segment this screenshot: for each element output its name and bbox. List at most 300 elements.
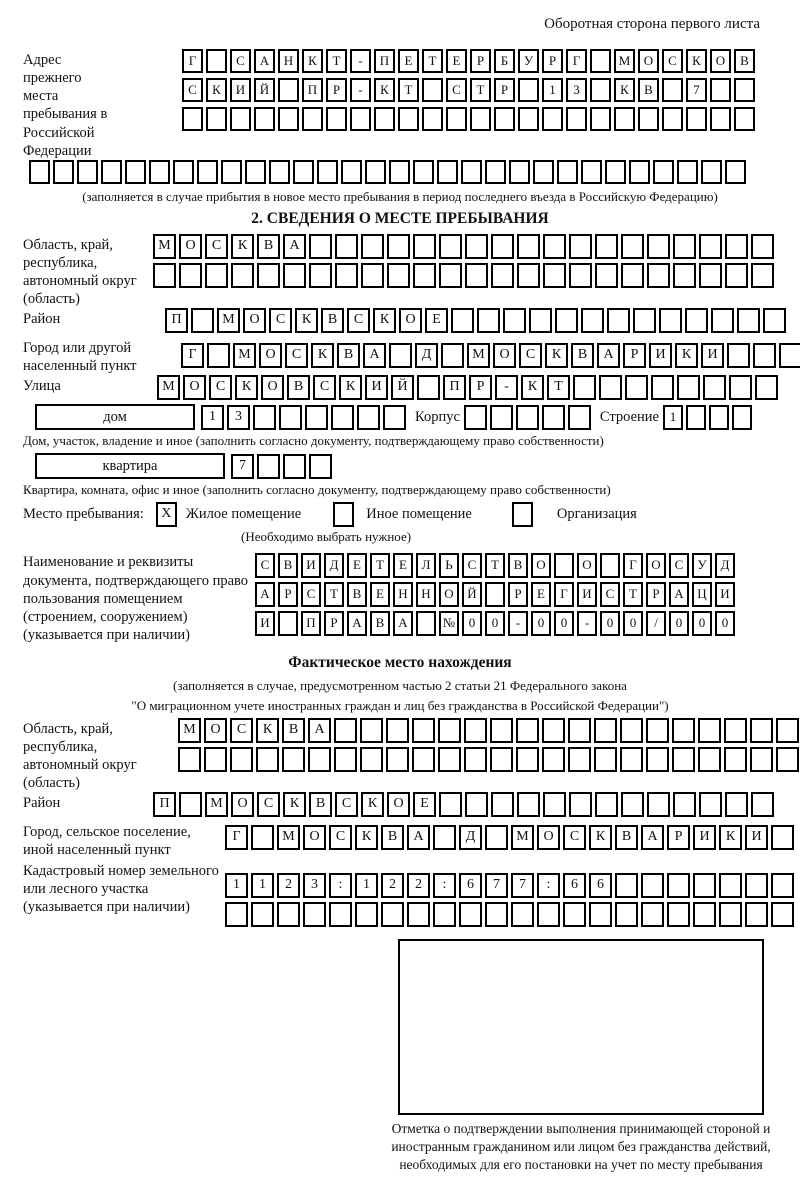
char-cell[interactable] xyxy=(771,902,794,927)
char-cell[interactable]: В xyxy=(287,375,310,400)
char-cell[interactable] xyxy=(629,160,650,184)
char-cell[interactable]: - xyxy=(350,49,371,73)
char-cell[interactable] xyxy=(303,902,326,927)
char-cell[interactable]: К xyxy=(719,825,742,850)
char-cell[interactable]: : xyxy=(433,873,456,898)
char-cell[interactable] xyxy=(745,902,768,927)
char-cell[interactable]: О xyxy=(399,308,422,333)
char-cell[interactable] xyxy=(381,902,404,927)
char-cell[interactable]: Р xyxy=(278,582,298,607)
char-cell[interactable] xyxy=(251,902,274,927)
char-cell[interactable] xyxy=(753,343,776,368)
char-cell[interactable] xyxy=(503,308,526,333)
char-cell[interactable] xyxy=(542,405,565,430)
char-cell[interactable] xyxy=(485,825,508,850)
char-cell[interactable]: И xyxy=(365,375,388,400)
char-cell[interactable] xyxy=(755,375,778,400)
char-cell[interactable]: С xyxy=(519,343,542,368)
char-cell[interactable] xyxy=(207,343,230,368)
char-cell[interactable] xyxy=(517,792,540,817)
char-cell[interactable] xyxy=(464,747,487,772)
char-cell[interactable]: П xyxy=(153,792,176,817)
char-cell[interactable]: - xyxy=(508,611,528,636)
char-cell[interactable]: Р xyxy=(469,375,492,400)
char-cell[interactable]: 2 xyxy=(407,873,430,898)
char-cell[interactable] xyxy=(517,234,540,259)
char-cell[interactable]: Н xyxy=(416,582,436,607)
char-cell[interactable]: Ь xyxy=(439,553,459,578)
char-cell[interactable] xyxy=(334,718,357,743)
char-cell[interactable] xyxy=(542,747,565,772)
char-cell[interactable] xyxy=(620,747,643,772)
char-cell[interactable]: / xyxy=(646,611,666,636)
char-cell[interactable] xyxy=(732,405,752,430)
char-cell[interactable]: В xyxy=(309,792,332,817)
char-cell[interactable] xyxy=(433,825,456,850)
char-cell[interactable] xyxy=(703,375,726,400)
char-cell[interactable]: И xyxy=(577,582,597,607)
char-cell[interactable]: К xyxy=(675,343,698,368)
char-cell[interactable]: - xyxy=(495,375,518,400)
char-cell[interactable] xyxy=(283,263,306,288)
char-cell[interactable] xyxy=(179,792,202,817)
char-cell[interactable] xyxy=(446,107,467,131)
char-cell[interactable] xyxy=(672,747,695,772)
char-cell[interactable] xyxy=(438,747,461,772)
char-cell[interactable] xyxy=(282,747,305,772)
char-cell[interactable] xyxy=(412,718,435,743)
char-cell[interactable] xyxy=(269,160,290,184)
char-cell[interactable]: Р xyxy=(542,49,563,73)
char-cell[interactable]: К xyxy=(339,375,362,400)
char-cell[interactable] xyxy=(153,263,176,288)
char-cell[interactable] xyxy=(374,107,395,131)
char-cell[interactable]: И xyxy=(649,343,672,368)
char-cell[interactable] xyxy=(595,263,618,288)
char-cell[interactable] xyxy=(433,902,456,927)
char-cell[interactable] xyxy=(581,308,604,333)
char-cell[interactable]: О xyxy=(259,343,282,368)
char-cell[interactable] xyxy=(257,454,280,479)
char-cell[interactable] xyxy=(386,718,409,743)
char-cell[interactable] xyxy=(771,873,794,898)
char-cell[interactable] xyxy=(485,902,508,927)
char-cell[interactable] xyxy=(464,718,487,743)
char-cell[interactable]: О xyxy=(231,792,254,817)
char-cell[interactable]: 3 xyxy=(566,78,587,102)
char-cell[interactable]: Р xyxy=(646,582,666,607)
char-cell[interactable]: Л xyxy=(416,553,436,578)
char-cell[interactable]: А xyxy=(407,825,430,850)
char-cell[interactable]: - xyxy=(350,78,371,102)
char-cell[interactable] xyxy=(125,160,146,184)
char-cell[interactable] xyxy=(711,308,734,333)
char-cell[interactable] xyxy=(568,405,591,430)
char-cell[interactable] xyxy=(387,234,410,259)
char-cell[interactable] xyxy=(600,553,620,578)
char-cell[interactable]: И xyxy=(301,553,321,578)
char-cell[interactable] xyxy=(485,582,505,607)
char-cell[interactable]: Г xyxy=(623,553,643,578)
char-cell[interactable]: 1 xyxy=(251,873,274,898)
char-cell[interactable] xyxy=(719,902,742,927)
char-cell[interactable] xyxy=(719,873,742,898)
char-cell[interactable] xyxy=(518,107,539,131)
char-cell[interactable] xyxy=(605,160,626,184)
char-cell[interactable] xyxy=(751,234,774,259)
char-cell[interactable] xyxy=(667,873,690,898)
char-cell[interactable]: К xyxy=(231,234,254,259)
char-cell[interactable]: О xyxy=(531,553,551,578)
char-cell[interactable]: Т xyxy=(485,553,505,578)
char-cell[interactable] xyxy=(599,375,622,400)
char-cell[interactable]: Е xyxy=(393,553,413,578)
char-cell[interactable] xyxy=(206,49,227,73)
char-cell[interactable] xyxy=(751,792,774,817)
char-cell[interactable]: Е xyxy=(446,49,467,73)
char-cell[interactable] xyxy=(727,343,750,368)
char-cell[interactable] xyxy=(173,160,194,184)
char-cell[interactable] xyxy=(417,375,440,400)
char-cell[interactable] xyxy=(595,792,618,817)
char-cell[interactable] xyxy=(386,747,409,772)
char-cell[interactable] xyxy=(529,308,552,333)
char-cell[interactable] xyxy=(441,343,464,368)
char-cell[interactable]: Е xyxy=(425,308,448,333)
char-cell[interactable]: С xyxy=(209,375,232,400)
char-cell[interactable]: О xyxy=(183,375,206,400)
char-cell[interactable] xyxy=(710,107,731,131)
char-cell[interactable] xyxy=(699,234,722,259)
char-cell[interactable] xyxy=(647,234,670,259)
char-cell[interactable] xyxy=(615,873,638,898)
char-cell[interactable]: А xyxy=(255,582,275,607)
char-cell[interactable]: 7 xyxy=(231,454,254,479)
char-cell[interactable] xyxy=(509,160,530,184)
char-cell[interactable] xyxy=(709,405,729,430)
char-cell[interactable] xyxy=(590,78,611,102)
char-cell[interactable]: 6 xyxy=(563,873,586,898)
char-cell[interactable] xyxy=(477,308,500,333)
char-cell[interactable] xyxy=(206,107,227,131)
char-cell[interactable]: С xyxy=(669,553,689,578)
char-cell[interactable]: А xyxy=(641,825,664,850)
char-cell[interactable]: У xyxy=(518,49,539,73)
char-cell[interactable] xyxy=(672,718,695,743)
char-cell[interactable] xyxy=(317,160,338,184)
char-cell[interactable]: Е xyxy=(398,49,419,73)
apartment-type-field[interactable]: квартира xyxy=(35,453,225,479)
char-cell[interactable] xyxy=(422,107,443,131)
char-cell[interactable]: Е xyxy=(413,792,436,817)
char-cell[interactable]: А xyxy=(393,611,413,636)
char-cell[interactable]: : xyxy=(329,873,352,898)
char-cell[interactable] xyxy=(633,308,656,333)
char-cell[interactable] xyxy=(516,718,539,743)
char-cell[interactable] xyxy=(437,160,458,184)
char-cell[interactable] xyxy=(638,107,659,131)
char-cell[interactable] xyxy=(710,78,731,102)
char-cell[interactable] xyxy=(439,234,462,259)
char-cell[interactable] xyxy=(465,234,488,259)
char-cell[interactable] xyxy=(651,375,674,400)
char-cell[interactable]: М xyxy=(511,825,534,850)
char-cell[interactable]: И xyxy=(230,78,251,102)
char-cell[interactable]: Т xyxy=(370,553,390,578)
char-cell[interactable]: С xyxy=(563,825,586,850)
char-cell[interactable]: Ц xyxy=(692,582,712,607)
char-cell[interactable]: К xyxy=(545,343,568,368)
char-cell[interactable] xyxy=(204,747,227,772)
char-cell[interactable]: 0 xyxy=(554,611,574,636)
char-cell[interactable] xyxy=(326,107,347,131)
char-cell[interactable] xyxy=(461,160,482,184)
char-cell[interactable]: С xyxy=(257,792,280,817)
char-cell[interactable] xyxy=(335,234,358,259)
char-cell[interactable] xyxy=(581,160,602,184)
char-cell[interactable] xyxy=(459,902,482,927)
char-cell[interactable]: 1 xyxy=(201,405,224,430)
char-cell[interactable]: 1 xyxy=(663,405,683,430)
char-cell[interactable] xyxy=(543,263,566,288)
char-cell[interactable] xyxy=(647,792,670,817)
char-cell[interactable]: Р xyxy=(623,343,646,368)
char-cell[interactable] xyxy=(555,308,578,333)
char-cell[interactable] xyxy=(677,375,700,400)
char-cell[interactable] xyxy=(763,308,786,333)
char-cell[interactable] xyxy=(590,107,611,131)
char-cell[interactable]: В xyxy=(571,343,594,368)
char-cell[interactable] xyxy=(594,718,617,743)
char-cell[interactable]: Б xyxy=(494,49,515,73)
char-cell[interactable] xyxy=(653,160,674,184)
char-cell[interactable] xyxy=(416,611,436,636)
char-cell[interactable] xyxy=(334,747,357,772)
char-cell[interactable]: М xyxy=(614,49,635,73)
char-cell[interactable] xyxy=(365,160,386,184)
char-cell[interactable] xyxy=(257,263,280,288)
char-cell[interactable] xyxy=(673,792,696,817)
char-cell[interactable] xyxy=(537,902,560,927)
char-cell[interactable] xyxy=(677,160,698,184)
char-cell[interactable]: С xyxy=(285,343,308,368)
char-cell[interactable]: В xyxy=(347,582,367,607)
char-cell[interactable]: Н xyxy=(393,582,413,607)
char-cell[interactable] xyxy=(309,454,332,479)
char-cell[interactable]: К xyxy=(686,49,707,73)
char-cell[interactable]: М xyxy=(153,234,176,259)
char-cell[interactable] xyxy=(491,792,514,817)
char-cell[interactable] xyxy=(641,873,664,898)
char-cell[interactable] xyxy=(413,160,434,184)
char-cell[interactable] xyxy=(389,160,410,184)
char-cell[interactable]: Д xyxy=(324,553,344,578)
char-cell[interactable] xyxy=(673,234,696,259)
char-cell[interactable]: В xyxy=(282,718,305,743)
char-cell[interactable] xyxy=(439,792,462,817)
char-cell[interactable]: А xyxy=(669,582,689,607)
char-cell[interactable] xyxy=(413,263,436,288)
char-cell[interactable] xyxy=(485,160,506,184)
char-cell[interactable] xyxy=(278,611,298,636)
char-cell[interactable]: В xyxy=(370,611,390,636)
char-cell[interactable] xyxy=(614,107,635,131)
char-cell[interactable] xyxy=(254,107,275,131)
char-cell[interactable]: С xyxy=(230,718,253,743)
char-cell[interactable]: О xyxy=(243,308,266,333)
char-cell[interactable] xyxy=(566,107,587,131)
char-cell[interactable] xyxy=(494,107,515,131)
char-cell[interactable]: В xyxy=(638,78,659,102)
char-cell[interactable] xyxy=(412,747,435,772)
char-cell[interactable]: А xyxy=(597,343,620,368)
char-cell[interactable]: С xyxy=(230,49,251,73)
char-cell[interactable] xyxy=(589,902,612,927)
char-cell[interactable]: Р xyxy=(494,78,515,102)
char-cell[interactable] xyxy=(518,78,539,102)
char-cell[interactable]: С xyxy=(205,234,228,259)
char-cell[interactable] xyxy=(413,234,436,259)
char-cell[interactable] xyxy=(685,308,708,333)
char-cell[interactable]: Т xyxy=(398,78,419,102)
char-cell[interactable] xyxy=(335,263,358,288)
char-cell[interactable]: А xyxy=(308,718,331,743)
char-cell[interactable] xyxy=(305,405,328,430)
char-cell[interactable] xyxy=(673,263,696,288)
char-cell[interactable]: С xyxy=(301,582,321,607)
char-cell[interactable] xyxy=(686,405,706,430)
char-cell[interactable] xyxy=(698,747,721,772)
char-cell[interactable] xyxy=(569,792,592,817)
char-cell[interactable]: 0 xyxy=(600,611,620,636)
char-cell[interactable]: 1 xyxy=(355,873,378,898)
char-cell[interactable]: М xyxy=(205,792,228,817)
char-cell[interactable] xyxy=(308,747,331,772)
char-cell[interactable] xyxy=(620,718,643,743)
char-cell[interactable] xyxy=(251,825,274,850)
char-cell[interactable] xyxy=(699,263,722,288)
char-cell[interactable] xyxy=(517,263,540,288)
char-cell[interactable]: В xyxy=(615,825,638,850)
char-cell[interactable]: П xyxy=(302,78,323,102)
char-cell[interactable]: О xyxy=(537,825,560,850)
char-cell[interactable] xyxy=(398,107,419,131)
char-cell[interactable] xyxy=(309,263,332,288)
char-cell[interactable]: И xyxy=(255,611,275,636)
char-cell[interactable] xyxy=(329,902,352,927)
char-cell[interactable]: 1 xyxy=(225,873,248,898)
char-cell[interactable] xyxy=(293,160,314,184)
char-cell[interactable] xyxy=(569,263,592,288)
char-cell[interactable] xyxy=(659,308,682,333)
char-cell[interactable]: Р xyxy=(326,78,347,102)
char-cell[interactable] xyxy=(698,718,721,743)
char-cell[interactable] xyxy=(745,873,768,898)
char-cell[interactable] xyxy=(439,263,462,288)
char-cell[interactable]: В xyxy=(257,234,280,259)
char-cell[interactable]: В xyxy=(278,553,298,578)
char-cell[interactable]: Г xyxy=(554,582,574,607)
char-cell[interactable] xyxy=(725,792,748,817)
char-cell[interactable]: Е xyxy=(347,553,367,578)
char-cell[interactable] xyxy=(278,78,299,102)
char-cell[interactable]: О xyxy=(638,49,659,73)
char-cell[interactable]: Г xyxy=(182,49,203,73)
char-cell[interactable]: В xyxy=(337,343,360,368)
char-cell[interactable] xyxy=(621,234,644,259)
char-cell[interactable] xyxy=(389,343,412,368)
char-cell[interactable]: 0 xyxy=(531,611,551,636)
char-cell[interactable] xyxy=(511,902,534,927)
char-cell[interactable] xyxy=(256,747,279,772)
char-cell[interactable]: С xyxy=(269,308,292,333)
char-cell[interactable]: М xyxy=(277,825,300,850)
char-cell[interactable]: М xyxy=(178,718,201,743)
char-cell[interactable]: О xyxy=(710,49,731,73)
char-cell[interactable]: С xyxy=(335,792,358,817)
char-cell[interactable] xyxy=(331,405,354,430)
char-cell[interactable]: 3 xyxy=(227,405,250,430)
char-cell[interactable] xyxy=(625,375,648,400)
char-cell[interactable] xyxy=(563,902,586,927)
char-cell[interactable]: И xyxy=(701,343,724,368)
char-cell[interactable]: О xyxy=(204,718,227,743)
char-cell[interactable] xyxy=(422,78,443,102)
char-cell[interactable]: П xyxy=(374,49,395,73)
char-cell[interactable] xyxy=(543,234,566,259)
char-cell[interactable]: Г xyxy=(225,825,248,850)
char-cell[interactable]: О xyxy=(577,553,597,578)
char-cell[interactable] xyxy=(729,375,752,400)
char-cell[interactable] xyxy=(693,873,716,898)
char-cell[interactable]: С xyxy=(462,553,482,578)
char-cell[interactable]: 0 xyxy=(485,611,505,636)
char-cell[interactable]: К xyxy=(283,792,306,817)
char-cell[interactable]: М xyxy=(467,343,490,368)
char-cell[interactable] xyxy=(569,234,592,259)
char-cell[interactable] xyxy=(465,792,488,817)
char-cell[interactable]: В xyxy=(508,553,528,578)
char-cell[interactable] xyxy=(646,747,669,772)
char-cell[interactable]: А xyxy=(283,234,306,259)
char-cell[interactable]: С xyxy=(347,308,370,333)
char-cell[interactable]: Р xyxy=(508,582,528,607)
char-cell[interactable] xyxy=(470,107,491,131)
char-cell[interactable]: М xyxy=(217,308,240,333)
char-cell[interactable] xyxy=(465,263,488,288)
char-cell[interactable]: С xyxy=(255,553,275,578)
char-cell[interactable]: Р xyxy=(667,825,690,850)
char-cell[interactable] xyxy=(101,160,122,184)
char-cell[interactable] xyxy=(750,718,773,743)
char-cell[interactable] xyxy=(590,49,611,73)
char-cell[interactable]: И xyxy=(693,825,716,850)
char-cell[interactable] xyxy=(595,234,618,259)
char-cell[interactable]: Й xyxy=(462,582,482,607)
char-cell[interactable] xyxy=(277,902,300,927)
char-cell[interactable] xyxy=(350,107,371,131)
char-cell[interactable] xyxy=(516,405,539,430)
char-cell[interactable] xyxy=(699,792,722,817)
char-cell[interactable]: П xyxy=(165,308,188,333)
char-cell[interactable] xyxy=(490,718,513,743)
char-cell[interactable]: И xyxy=(745,825,768,850)
char-cell[interactable] xyxy=(693,902,716,927)
char-cell[interactable] xyxy=(724,718,747,743)
char-cell[interactable] xyxy=(360,747,383,772)
char-cell[interactable]: С xyxy=(313,375,336,400)
char-cell[interactable] xyxy=(383,405,406,430)
